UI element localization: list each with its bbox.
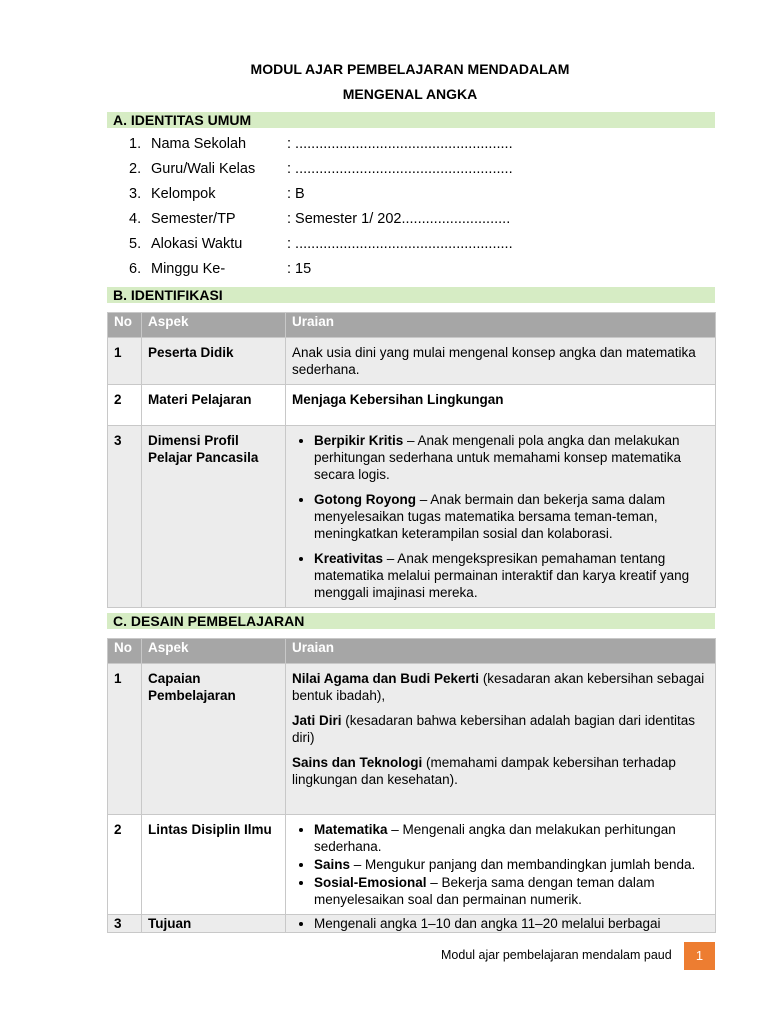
identity-row-number: 1.: [129, 136, 142, 152]
section-c-heading: C. DESAIN PEMBELAJARAN: [107, 613, 715, 629]
identity-row-value: : ......................................................: [287, 136, 513, 152]
identity-row-number: 6.: [129, 261, 142, 277]
identity-row-label: Kelompok: [151, 186, 216, 202]
row-no: 2: [108, 815, 142, 915]
tujuan-list: [292, 915, 709, 932]
identity-row-label: Minggu Ke-: [151, 261, 226, 277]
row-uraian: Menjaga Kebersihan Lingkungan: [286, 385, 716, 426]
row-no: 3: [108, 426, 142, 608]
table-row: [108, 915, 716, 933]
header-no: No: [108, 313, 142, 338]
section-b-heading: B. IDENTIFIKASI: [107, 287, 715, 303]
document-subtitle: MENGENAL ANGKA: [342, 86, 478, 102]
list-item: • Sosial-Emosional – Bekerja sama dengan teman dalam menyelesaikan soal dan permainan numerik.: [314, 874, 709, 908]
identity-row-value: : Semester 1/ 202...........................: [287, 211, 511, 227]
identity-row: [129, 159, 513, 179]
identity-row: [129, 134, 513, 154]
identity-row: [129, 234, 513, 254]
page-number: 1: [684, 942, 715, 970]
identity-row: [129, 209, 510, 229]
row-aspek: Capaian Pembelajaran: [142, 664, 286, 815]
header-aspek: Aspek: [142, 639, 286, 664]
identity-row-number: 5.: [129, 236, 142, 252]
row-uraian: [286, 664, 716, 815]
row-uraian: Anak usia dini yang mulai mengenal konsep angka dan matematika sederhana.: [286, 338, 716, 385]
row-no: 2: [108, 385, 142, 426]
row-uraian: [286, 815, 716, 915]
table-row: [108, 338, 716, 385]
row-aspek: Dimensi Profil Pelajar Pancasila: [142, 426, 286, 608]
identity-row-label: Semester/TP: [151, 211, 236, 227]
list-item: • Sains – Mengukur panjang dan membandingkan jumlah benda.: [314, 856, 709, 873]
identifikasi-table: [107, 312, 716, 608]
identity-row-value: : ......................................................: [287, 161, 513, 177]
capaian-item: Nilai Agama dan Budi Pekerti (kesadaran akan kebersihan sebagai bentuk ibadah),: [292, 671, 705, 703]
identity-row-value: : 15: [287, 261, 312, 277]
identity-row-label: Guru/Wali Kelas: [151, 161, 256, 177]
table-header-row: [108, 639, 716, 664]
list-item: • Berpikir Kritis – Anak mengenali pola angka dan melakukan perhitungan sederhana untuk memahami konsep matematika secara logis.: [314, 432, 709, 483]
list-item: • Gotong Royong – Anak bermain dan bekerja sama dalam menyelesaikan tugas matematika bersama teman-teman, meningkatkan keterampilan sosial dan kolaborasi.: [314, 491, 709, 542]
identity-row: [129, 259, 311, 279]
table-header-row: [108, 313, 716, 338]
profil-list: [292, 432, 709, 601]
row-aspek: Tujuan: [142, 915, 286, 933]
header-no: No: [108, 639, 142, 664]
document-title: MODUL AJAR PEMBELAJARAN MENDADALAM: [250, 61, 570, 77]
identity-row: [129, 184, 305, 204]
row-uraian: [286, 426, 716, 608]
capaian-item: Jati Diri (kesadaran bahwa kebersihan adalah bagian dari identitas diri): [292, 713, 696, 745]
table-row: [108, 815, 716, 915]
header-uraian: Uraian: [286, 313, 716, 338]
table-row: [108, 426, 716, 608]
row-aspek: Materi Pelajaran: [142, 385, 286, 426]
footer-text: Modul ajar pembelajaran mendalam paud: [441, 948, 672, 962]
row-uraian: [286, 915, 716, 933]
desain-table: [107, 638, 716, 933]
lintas-disiplin-list: [292, 821, 709, 908]
header-aspek: Aspek: [142, 313, 286, 338]
list-item: • Kreativitas – Anak mengekspresikan pemahaman tentang matematika melalui permainan interaktif dan karya kreatif yang menggali imajinasi mereka.: [314, 550, 709, 601]
identity-row-number: 2.: [129, 161, 142, 177]
row-aspek: Lintas Disiplin Ilmu: [142, 815, 286, 915]
identity-row-label: Alokasi Waktu: [151, 236, 243, 252]
capaian-item: Sains dan Teknologi (memahami dampak kebersihan terhadap lingkungan dan kesehatan).: [292, 755, 676, 787]
header-uraian: Uraian: [286, 639, 716, 664]
identity-row-number: 4.: [129, 211, 142, 227]
identity-row-number: 3.: [129, 186, 142, 202]
row-aspek: Peserta Didik: [142, 338, 286, 385]
row-no: 3: [108, 915, 142, 933]
table-row: [108, 385, 716, 426]
identity-row-label: Nama Sekolah: [151, 136, 247, 152]
row-no: 1: [108, 664, 142, 815]
list-item: • Matematika – Mengenali angka dan melakukan perhitungan sederhana.: [314, 821, 709, 855]
row-no: 1: [108, 338, 142, 385]
identity-row-value: : ......................................................: [287, 236, 513, 252]
list-item: • Mengenali angka 1–10 dan angka 11–20 melalui berbagai: [314, 915, 709, 932]
table-row: [108, 664, 716, 815]
section-a-heading: A. IDENTITAS UMUM: [107, 112, 715, 128]
identity-row-value: : B: [287, 186, 305, 202]
